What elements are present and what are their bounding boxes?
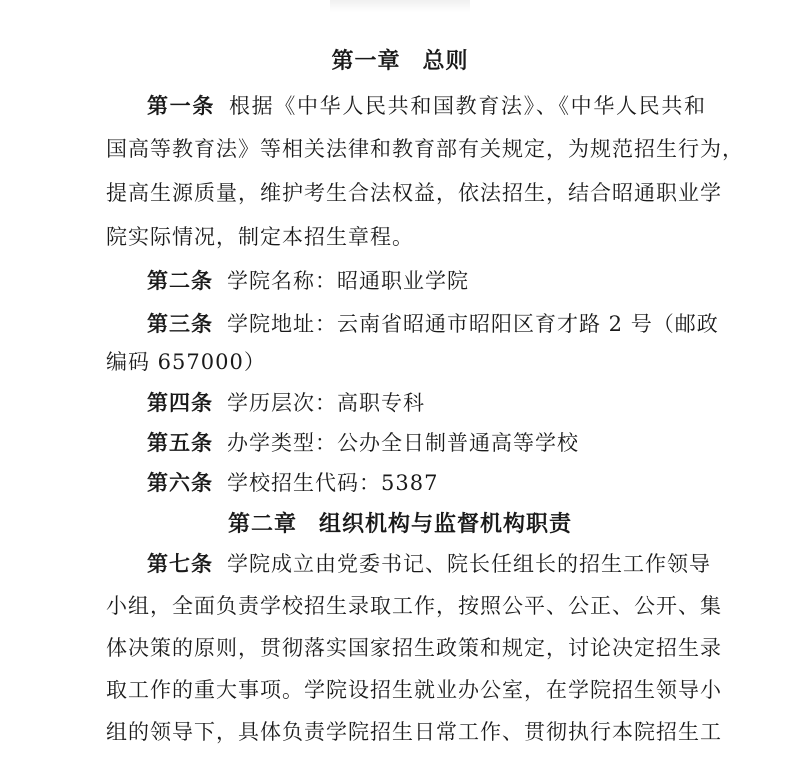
article-4-label: 第四条 <box>147 391 213 415</box>
article-5-text: 办学类型：公办全日制普通高等学校 <box>227 431 579 455</box>
article-3-label: 第三条 <box>147 312 213 336</box>
article-1-line-3: 提高生源质量，维护考生合法权益，依法招生，结合昭通职业学 <box>106 181 722 205</box>
article-5-label: 第五条 <box>147 431 213 455</box>
article-6-text: 学校招生代码：5387 <box>227 471 439 495</box>
scan-artifact <box>330 0 470 12</box>
chapter-2-heading <box>0 510 800 540</box>
article-7-label: 第七条 <box>147 552 213 576</box>
article-3-text-1: 学院地址：云南省昭通市昭阳区育才路 2 号（邮政 <box>227 312 719 336</box>
article-7-line-3: 体决策的原则，贯彻落实国家招生政策和规定，讨论决定招生录 <box>106 636 722 660</box>
chapter-1-heading <box>0 47 800 77</box>
article-3-line-1 <box>147 308 719 340</box>
article-4 <box>147 387 747 419</box>
article-2 <box>147 265 747 297</box>
article-1-text-1: 根据《中华人民共和国教育法》、《中华人民共和 <box>229 94 706 118</box>
article-2-text: 学院名称：昭通职业学院 <box>227 269 469 293</box>
article-6-label: 第六条 <box>147 471 213 495</box>
chapter-2-title: 组织机构与监督机构职责 <box>319 512 573 537</box>
article-1-line-2: 国高等教育法》等相关法律和教育部有关规定，为规范招生行为， <box>106 137 744 161</box>
article-7-line-2: 小组，全面负责学校招生录取工作，按照公平、公正、公开、集 <box>106 594 722 618</box>
article-7-line-5: 组的领导下，具体负责学院招生日常工作、贯彻执行本院招生工 <box>106 720 722 744</box>
article-2-label: 第二条 <box>147 269 213 293</box>
article-1-line-1 <box>147 90 706 122</box>
article-1-line-4: 院实际情况，制定本招生章程。 <box>106 225 414 249</box>
article-3-line-2: 编码 657000） <box>106 350 266 374</box>
chapter-2-number: 第二章 <box>227 512 297 537</box>
article-7-line-1 <box>147 548 711 580</box>
article-7-line-4: 取工作的重大事项。学院设招生就业办公室，在学院招生领导小 <box>106 678 722 702</box>
article-1-label: 第一条 <box>147 94 215 118</box>
article-5 <box>147 427 747 459</box>
article-6 <box>147 467 747 499</box>
article-4-text: 学历层次：高职专科 <box>227 391 425 415</box>
chapter-1-number: 第一章 <box>331 49 401 74</box>
chapter-1-title: 总则 <box>422 49 469 74</box>
article-7-text-1: 学院成立由党委书记、院长任组长的招生工作领导 <box>227 552 711 576</box>
